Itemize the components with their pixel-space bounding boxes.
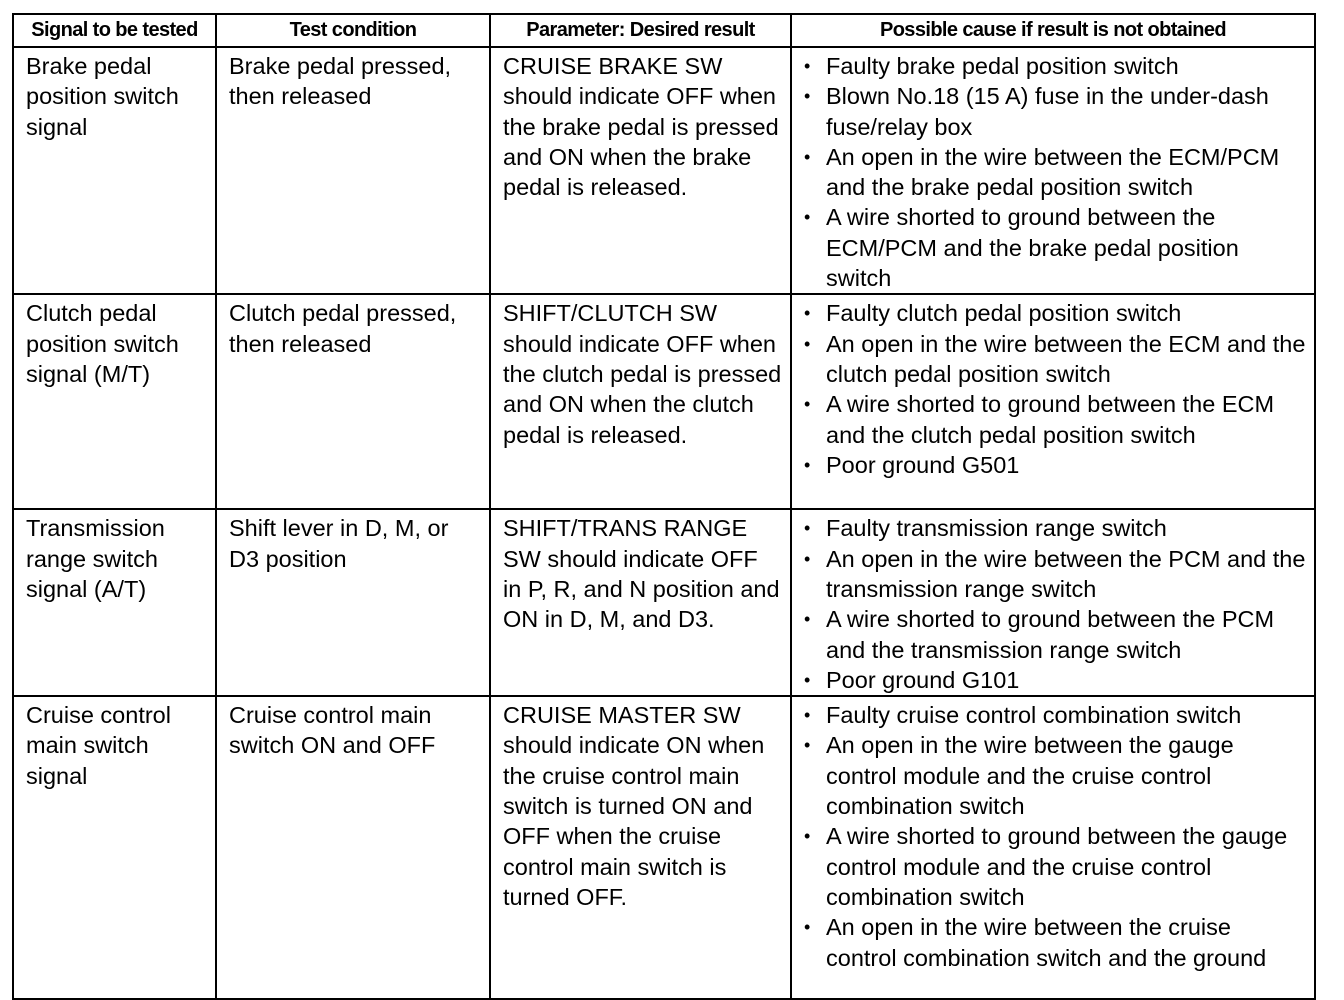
- parameter-text: CRUISE BRAKE SW should indicate OFF when the brake pedal is pressed and ON when the brake pedal is released.: [503, 53, 779, 201]
- cause-cell: [791, 47, 1315, 294]
- condition-cell: [216, 696, 490, 999]
- cause-text: Poor ground G501: [826, 451, 1020, 478]
- bullet-icon: •: [804, 518, 811, 539]
- parameter-cell: [490, 509, 791, 696]
- header-row: [13, 14, 1315, 47]
- header-parameter: Parameter: Desired result: [490, 14, 791, 47]
- cause-cell: [791, 696, 1315, 999]
- cause-text: A wire shorted to ground between the ECM and the clutch pedal position switch: [826, 391, 1275, 448]
- parameter-text: CRUISE MASTER SW should indicate ON when the cruise control main switch is turned ON and OFF when the cruise control main switch is turned OFF.: [503, 702, 765, 910]
- bullet-icon: •: [804, 735, 811, 756]
- condition-text: Cruise control main switch ON and OFF: [229, 702, 436, 759]
- cause-text: A wire shorted to ground between the gauge control module and the cruise control combination switch: [826, 823, 1288, 910]
- signal-text: Clutch pedal position switch signal (M/T): [26, 300, 179, 387]
- cause-item: [804, 730, 1306, 821]
- bullet-icon: •: [804, 669, 811, 690]
- cause-item: [804, 389, 1306, 450]
- cause-text: Faulty cruise control combination switch: [826, 702, 1242, 729]
- table-row: [13, 47, 1315, 294]
- parameter-cell: [490, 47, 791, 294]
- cause-item: [804, 700, 1306, 730]
- bullet-icon: •: [804, 454, 811, 475]
- cause-text: A wire shorted to ground between the PCM and the transmission range switch: [826, 606, 1275, 663]
- cause-text: Poor ground G101: [826, 666, 1020, 693]
- cause-cell: [791, 509, 1315, 696]
- condition-text: Shift lever in D, M, or D3 position: [229, 515, 449, 572]
- bullet-icon: •: [804, 86, 811, 107]
- cause-item: [804, 81, 1306, 142]
- condition-text: Brake pedal pressed, then released: [229, 53, 452, 110]
- parameter-cell: [490, 696, 791, 999]
- signal-cell: [13, 294, 216, 509]
- table-row: [13, 696, 1315, 999]
- condition-cell: [216, 294, 490, 509]
- signal-text: Cruise control main switch signal: [26, 702, 171, 789]
- bullet-icon: •: [804, 146, 811, 167]
- cause-item: [804, 298, 1306, 328]
- cause-list: [804, 700, 1306, 973]
- cause-list: [804, 513, 1306, 695]
- table-row: [13, 294, 1315, 509]
- cause-list: [804, 298, 1306, 480]
- header-possible-cause: Possible cause if result is not obtained: [791, 14, 1315, 47]
- cause-cell: [791, 294, 1315, 509]
- cause-item: [804, 821, 1306, 912]
- parameter-text: SHIFT/CLUTCH SW should indicate OFF when the clutch pedal is pressed and ON when the clutch pedal is released.: [503, 300, 782, 448]
- signal-text: Transmission range switch signal (A/T): [26, 515, 165, 602]
- bullet-icon: •: [804, 303, 811, 324]
- cause-text: Blown No.18 (15 A) fuse in the under-dash fuse/relay box: [826, 83, 1269, 140]
- bullet-icon: •: [804, 548, 811, 569]
- cause-text: An open in the wire between the PCM and the transmission range switch: [826, 545, 1306, 602]
- signal-text: Brake pedal position switch signal: [26, 53, 179, 140]
- bullet-icon: •: [804, 394, 811, 415]
- cause-text: Faulty brake pedal position switch: [826, 53, 1179, 79]
- cause-text: Faulty clutch pedal position switch: [826, 300, 1182, 327]
- header-signal: Signal to be tested: [13, 14, 216, 47]
- parameter-cell: [490, 294, 791, 509]
- cause-text: A wire shorted to ground between the ECM/PCM and the brake pedal position switch: [826, 204, 1239, 292]
- cause-item: [804, 329, 1306, 390]
- signal-cell: [13, 47, 216, 294]
- cause-text: An open in the wire between the ECM/PCM and the brake pedal position switch: [826, 143, 1280, 201]
- parameter-text: SHIFT/TRANS RANGE SW should indicate OFF in P, R, and N position and ON in D, M, and D3.: [503, 515, 780, 633]
- cause-item: [804, 912, 1306, 973]
- cause-text: An open in the wire between the gauge control module and the cruise control combination switch: [826, 732, 1234, 820]
- cause-item: [804, 202, 1306, 293]
- signal-cell: [13, 696, 216, 999]
- bullet-icon: •: [804, 333, 811, 354]
- signal-test-table: [12, 13, 1316, 1000]
- cause-text: An open in the wire between the ECM and the clutch pedal position switch: [826, 330, 1306, 387]
- cause-item: [804, 544, 1306, 605]
- bullet-icon: •: [804, 705, 811, 726]
- cause-item: [804, 142, 1306, 203]
- cause-item: [804, 513, 1306, 543]
- cause-text: Faulty transmission range switch: [826, 515, 1167, 542]
- cause-item: [804, 604, 1306, 665]
- bullet-icon: •: [804, 56, 811, 76]
- bullet-icon: •: [804, 207, 811, 228]
- signal-cell: [13, 509, 216, 696]
- cause-item: [804, 665, 1306, 695]
- condition-cell: [216, 47, 490, 294]
- condition-cell: [216, 509, 490, 696]
- table-row: [13, 509, 1315, 696]
- cause-item: [804, 51, 1306, 81]
- bullet-icon: •: [804, 917, 811, 938]
- cause-list: [804, 51, 1306, 293]
- bullet-icon: •: [804, 826, 811, 847]
- cause-text: An open in the wire between the cruise control combination switch and the ground: [826, 914, 1267, 971]
- header-test-condition: Test condition: [216, 14, 490, 47]
- bullet-icon: •: [804, 609, 811, 630]
- cause-item: [804, 450, 1306, 480]
- condition-text: Clutch pedal pressed, then released: [229, 300, 457, 357]
